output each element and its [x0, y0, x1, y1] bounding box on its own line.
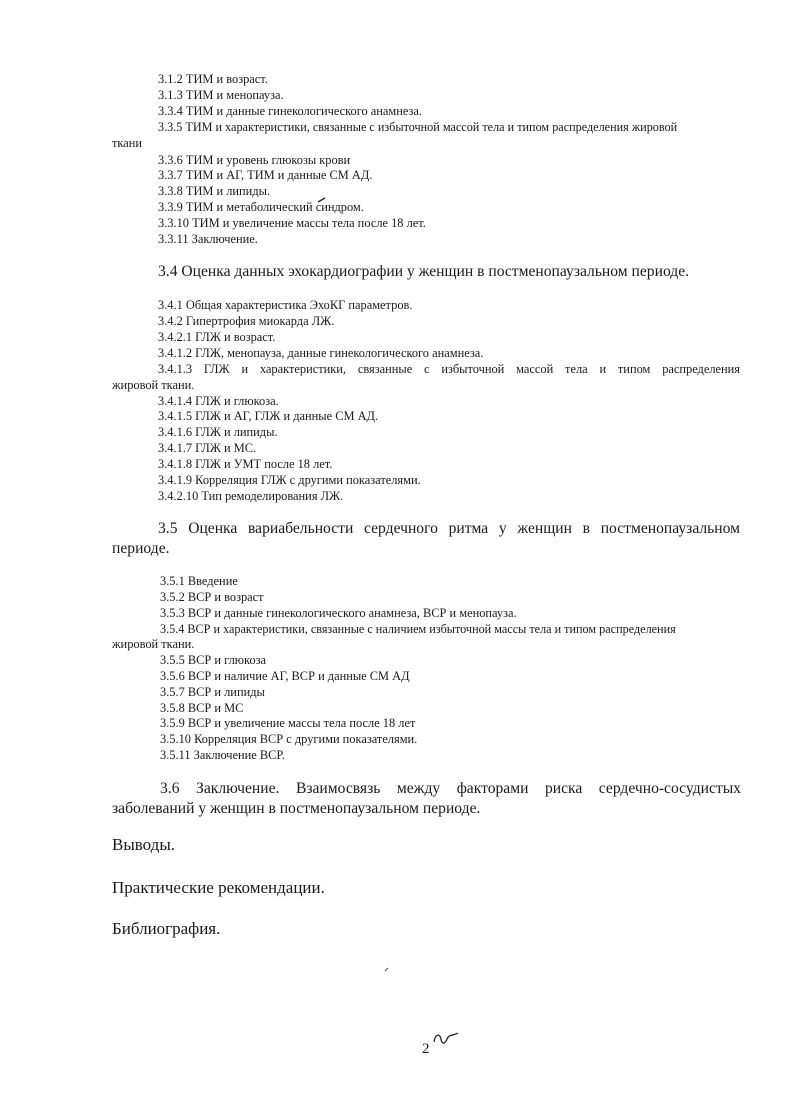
bibliography-heading: Библиография.	[112, 919, 221, 938]
toc-item: 3.5.6 ВСР и наличие АГ, ВСР и данные СМ АД	[160, 669, 410, 683]
recommendations-heading: Практические рекомендации.	[112, 878, 325, 897]
toc-item: 3.4.1.7 ГЛЖ и МС.	[158, 441, 257, 455]
toc-item: 3.5.8 ВСР и МС	[160, 701, 244, 715]
toc-item: 3.5.11 Заключение ВСР.	[160, 748, 285, 762]
section-3-5-heading-continuation: периоде.	[112, 540, 170, 557]
toc-item: 3.5.4 ВСР и характеристики, связанные с наличием избыточной массы тела и типом распределения	[160, 622, 676, 636]
toc-item: 3.1.3 ТИМ и менопауза.	[158, 88, 284, 102]
toc-item: 3.4.1 Общая характеристика ЭхоКГ параметров.	[158, 298, 413, 312]
handwritten-flourish-icon	[432, 1030, 460, 1050]
toc-item: 3.3.11 Заключение.	[158, 232, 258, 246]
toc-item: 3.5.3 ВСР и данные гинекологического анамнеза, ВСР и менопауза.	[160, 606, 517, 620]
toc-item: 3.3.5 ТИМ и характеристики, связанные с избыточной массой тела и типом распределения жировой	[158, 120, 678, 134]
toc-item: 3.4.1.4 ГЛЖ и глюкоза.	[158, 394, 279, 408]
toc-item-continuation: ткани	[112, 136, 143, 150]
toc-item-continuation: жировой ткани.	[112, 637, 195, 651]
page-number: 2	[422, 1041, 430, 1057]
section-3-5-heading: 3.5 Оценка вариабельности сердечного ритма у женщин в постменопаузальном	[158, 520, 740, 537]
section-3-6-heading: 3.6 Заключение. Взаимосвязь между факторами риска сердечно-сосудистых	[160, 780, 741, 797]
toc-item: 3.4.1.3 ГЛЖ и характеристики, связанные с избыточной массой тела и типом распределения	[158, 362, 740, 376]
toc-item: 3.5.7 ВСР и липиды	[160, 685, 265, 699]
toc-item: 3.4.1.8 ГЛЖ и УМТ после 18 лет.	[158, 457, 333, 471]
section-3-6-heading-continuation: заболеваний у женщин в постменопаузальном периоде.	[112, 800, 481, 817]
toc-item: 3.3.8 ТИМ и липиды.	[158, 184, 271, 198]
toc-item: 3.4.1.9 Корреляция ГЛЖ с другими показателями.	[158, 473, 421, 487]
stray-mark-icon	[316, 196, 328, 204]
toc-item: 3.4.2.10 Тип ремоделирования ЛЖ.	[158, 489, 344, 503]
toc-item: 3.5.10 Корреляция ВСР с другими показателями.	[160, 732, 418, 746]
conclusions-heading: Выводы.	[112, 835, 176, 854]
toc-item: 3.3.4 ТИМ и данные гинекологического анамнеза.	[158, 104, 423, 118]
toc-item: 3.5.9 ВСР и увеличение массы тела после 18 лет	[160, 716, 416, 730]
toc-item: 3.5.5 ВСР и глюкоза	[160, 653, 266, 667]
toc-item: 3.3.9 ТИМ и метаболический синдром.	[158, 200, 364, 214]
toc-item: 3.3.7 ТИМ и АГ, ТИМ и данные СМ АД.	[158, 168, 373, 182]
section-3-4-heading: 3.4 Оценка данных эхокардиографии у женщин в постменопаузальном периоде.	[158, 263, 690, 280]
toc-item: 3.5.2 ВСР и возраст	[160, 590, 264, 604]
toc-item-continuation: жировой ткани.	[112, 378, 195, 392]
toc-item: 3.4.1.6 ГЛЖ и липиды.	[158, 425, 278, 439]
toc-item: 3.3.10 ТИМ и увеличение массы тела после 18 лет.	[158, 216, 426, 230]
toc-item: 3.5.1 Введение	[160, 574, 238, 588]
toc-item: 3.4.1.2 ГЛЖ, менопауза, данные гинекологического анамнеза.	[158, 346, 484, 360]
toc-item: 3.1.2 ТИМ и возраст.	[158, 72, 268, 86]
toc-item: 3.4.2 Гипертрофия миокарда ЛЖ.	[158, 314, 335, 328]
toc-item: 3.3.6 ТИМ и уровень глюкозы крови	[158, 153, 351, 167]
toc-item: 3.4.1.5 ГЛЖ и АГ, ГЛЖ и данные СМ АД.	[158, 409, 379, 423]
stray-dot-icon	[383, 965, 391, 973]
toc-item: 3.4.2.1 ГЛЖ и возраст.	[158, 330, 276, 344]
